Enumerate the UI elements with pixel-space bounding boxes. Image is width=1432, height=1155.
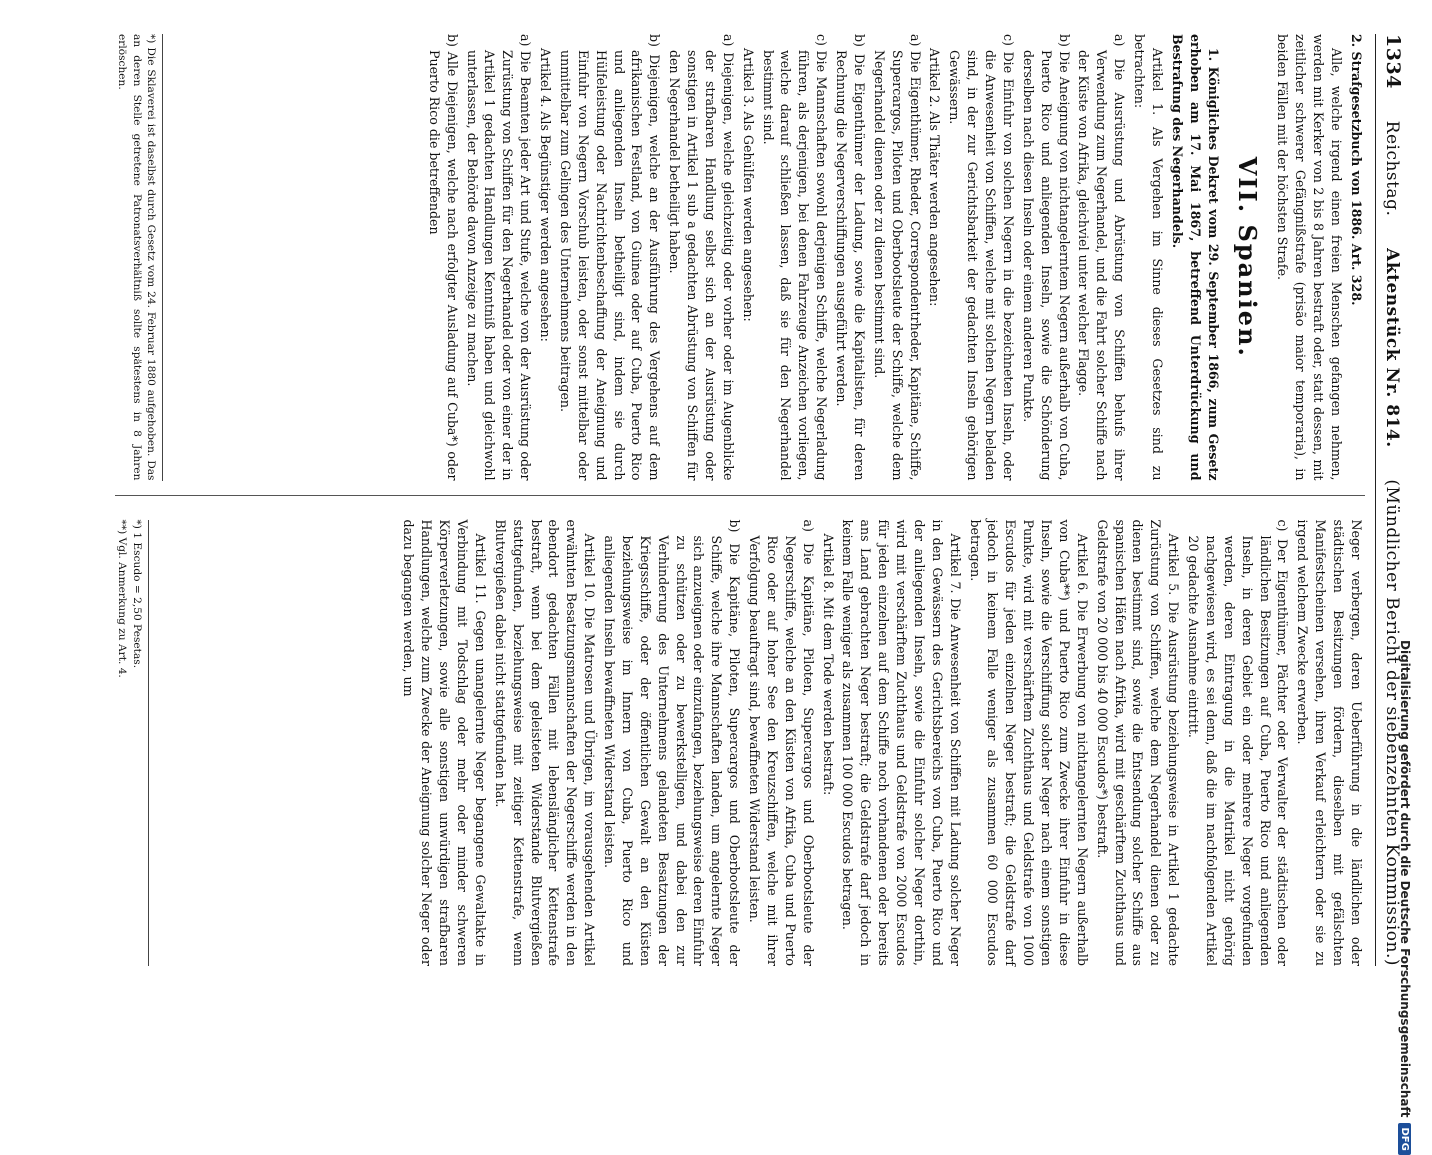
- footnote: *) 1 Escudo = 2,50 Pesetas.: [130, 519, 143, 669]
- dfg-logo: DFG: [1399, 1123, 1412, 1154]
- law-heading: 2. Strafgesetzbuch von 1886. Art. 328.: [1349, 34, 1364, 306]
- article-2-c: c) Die Mannschaften sowohl derjenigen Schiffe, welche Negerladung führen, als derjenigen, bei denen Fahrzeuge Anzeichen vorliegen, welche darauf schließen lassen, daß sie für den Negerhandel bestimmt sind.: [760, 34, 830, 481]
- section-title: VII. Spanien.: [1232, 156, 1262, 358]
- continued-c: c) Der Eigenthümer, Pächter oder Verwalter der städtischen oder ländlichen Besitzungen auf Cuba, Puerto Rico und anliegenden Inseln, in deren Gebiet ein oder mehrere Neger vorgefunden werden, deren Eintragung in die Matrikel nicht gehörig nachgewiesen wird, es sei denn, daß die im nachfolgenden Artikel 20 gedachte Ausnahme eintritt.: [1186, 519, 1291, 966]
- article-5: Artikel 5. Die Ausrüstung beziehungsweise in Artikel 1 gedachte Zurüstung von Schiffen, welche dem Negerhandel dienen oder zu dienen bestimmt sind, sowie die Entsendung solcher Schiffe aus spanischen Häfen nach Afrika, wird mit geschärftem Zuchthaus und Geldstrafe von 20 000 bis 40 000 Escudos*) bestraft.: [1094, 519, 1182, 966]
- article-4-b: b) Alle Diejenigen, welche nach erfolgter Ausladung auf Cuba*) oder Puerto Rico die betreffenden: [426, 34, 460, 481]
- footnote: **) Vgl. Anmerkung zu Art. 4.: [116, 519, 129, 678]
- law-text: Alle, welche irgend einen freien Menschen gefangen nehmen, werden mit Kerker von 2 bis 8 Jahren bestraft oder, statt dessen, mit zeitlicher schwerer Gefängnißstrafe (prisão maior temporaria), in beiden Fällen mit der höchsten Strafe.: [1275, 34, 1345, 481]
- document-page: [32, 20, 1412, 980]
- article-2-intro: Artikel 2. Als Thäter werden angesehen:: [927, 48, 943, 307]
- article-4-intro: Artikel 4. Als Begünstiger werden angesehen:: [538, 48, 554, 342]
- article-10: Artikel 10. Die Matrosen und Übrigen, im vorausgehenden Artikel erwähnten Besatzungsmannschaften der Negerschiffe werden in den ebendort gedachten Fällen mit lebenslänglicher Kettenstrafe bestraft, wenn bei dem geleisteten Widerstande Blutvergießen stattgefunden, beziehungsweise mit zeitiger Kettenstrafe, wenn Blutvergießen dabei nicht stattgefunden hat.: [492, 519, 598, 966]
- article-8-intro: Artikel 8. Mit dem Tode werden bestraft:: [820, 533, 836, 796]
- article-3-intro: Artikel 3. Als Gehülfen werden angesehen:: [740, 48, 756, 322]
- article-8-a: a) Die Kapitäne, Piloten, Supercargos und Oberbootsleute der Negerschiffe, welche an den Küsten von Afrika, Cuba und Puerto Rico oder auf hoher See den Kreuzschiffen, welche mit ihrer Verfolgung beauftragt sind, bewaffneten Widerstand leisten.: [747, 519, 816, 966]
- article-8-b: b) Die Kapitäne, Piloten, Supercargos und Oberbootsleute der Schiffe, welche ihre Mannschaften landen, um angelernte Neger sich anzueignen oder einzufangen, beziehungsweise deren Einfuhr zu schützen oder zu bewerkstelligen, und dabei den zur Verhinderung des Unternehmens gelandeten Besatzungen der Kriegsschiffe, oder der öffentlichen Gewalt an den Küsten beziehungsweise im Innern von Cuba, Puerto Rico und anliegenden Inseln bewaffneten Widerstand leisten.: [602, 519, 743, 966]
- continued-text: Neger verbergen, deren Ueberführung in die ländlichen oder städtischen Besitzungen fördern, dieselben mit gefälschten Manifestscheinen versehen, ihren Verkauf erleichtern oder sie zu irgend welchem Zwecke erwerben.: [1295, 519, 1364, 966]
- article-1-a: a) Die Ausrüstung und Abrüstung von Schiffen behufs ihrer Verwendung zum Negerhandel, und die Fahrt solcher Schiffe nach der Küste von Afrika, gleichviel unter welcher Flagge.: [1076, 34, 1128, 481]
- article-11: Artikel 11. Gegen unangelernte Neger begangene Gewaltakte in Verbindung mit Todschlag oder mehr oder minder schweren Körperverletzungen, sowie alle sonstigen unwürdigen strafbaren Handlungen, welche zum Zwecke der Aneignung solcher Neger oder dazu begangen werden, um: [401, 519, 488, 966]
- article-4-a: a) Die Beamten jeder Art und Stufe, welche von der Ausrüstung oder Zurüstung von Schiffen für den Negerhandel oder von einer der in Artikel 1 gedachten Handlungen Kenntniß haben und gleichwohl unterlassen, der Behörde davon Anzeige zu machen.: [464, 34, 534, 481]
- stamp-text: Digitalisierung gefördert durch die Deutsche Forschungsgemeinschaft: [1398, 640, 1412, 1118]
- article-1-b: b) Die Aneignung von nichtangelerntem Negern außerhalb von Cuba, Puerto Rico und anliegenden Inseln, sowie die Schönderung derselben nach diesen Inseln oder einem anderen Punkte.: [1020, 34, 1072, 481]
- document-number: Aktenstück Nr. 814.: [1382, 248, 1402, 448]
- article-2-b: b) Die Eigenthümer der Ladung, sowie die Kapitalisten, für deren Rechnung die Negerverschiffungen ausgeführt werden.: [834, 34, 867, 481]
- left-column: [115, 34, 1365, 496]
- decree-title: 1. Königliches Dekret vom 29. September 1866, zum Gesetz erhoben am 17. Mai 1867, betreffend Unterdrückung und Bestrafung des Negerhandels.: [1169, 34, 1221, 481]
- footnotes-right: [115, 520, 149, 967]
- article-1-intro: Artikel 1. Als Vergehen im Sinne dieses Gesetzes sind zu betrachten:: [1132, 34, 1165, 481]
- footnote: *) Die Sklaverei ist daselbst durch Gesetz vom 24. Februar 1880 aufgehoben. Das an deren Stelle getretene Patronatsverhältniß sollte spätestens in 8 Jahren erlöschen.: [116, 34, 157, 481]
- article-3-a: a) Diejenigen, welche gleichzeitig oder vorher oder im Augenblicke der strafbaren Handlung selbst sich an der Ausrüstung oder sonstigen in Artikel 1 sub a gedachten Abrüstung von Schiffen für den Negerhandel betheiligt haben.: [667, 34, 736, 481]
- publication-name: Reichstag.: [1382, 120, 1402, 217]
- footnotes-left: [115, 34, 163, 481]
- digitization-stamp: [1398, 640, 1412, 1155]
- report-title: (Mündlicher Bericht der siebenzehnten Kommission.): [1382, 479, 1402, 966]
- page-number: 1334: [1382, 34, 1404, 89]
- article-1-c: c) Die Einfuhr von solchen Negern in die bezeichneten Inseln, oder die Anwesenheit von Schiffen, welche mit solchen Negern beladen sind, in der zur Gerichtsbarkeit der gedachten Inseln gehörigen Gewässern.: [947, 34, 1016, 481]
- article-6: Artikel 6. Die Erwerbung von nichtangelernten Negern außerhalb von Cuba**) und Puerto Rico zum Zwecke ihrer Einfuhr in diese Inseln, sowie die Verschiffung solcher Neger nach einem sonstigen Punkte, wird mit verschärftem Zuchthaus und Geldstrafe von 1000 Escudos für jeden einzelnen Neger bestraft; die Geldstrafe darf jedoch in keinem Falle weniger als zusammen 60 000 Escudos betragen.: [967, 519, 1090, 966]
- article-3-b: b) Diejenigen, welche an der Ausführung des Vergehens auf dem afrikanischen Festland, von Guinea oder auf Cuba, Puerto Rico und anliegenden Inseln betheiligt sind, indem sie durch Hülfeleistung oder Nachrichtenbeschaffung der Aneignung und Einfuhr von Negern Vorschub leisten, oder sonst mittelbar oder unmittelbar zum Gelingen des Unternehmens beitragen.: [557, 34, 663, 481]
- right-column: [115, 520, 1365, 967]
- article-2-a: a) Die Eigenthümer, Rheder, Correspondentrheder, Kapitäne, Schiffe, Supercargos, Piloten und Oberbootsleute der Schiffe, welche dem Negerhandel dienen oder zu dienen bestimmt sind.: [871, 34, 923, 481]
- article-7: Artikel 7. Die Anwesenheit von Schiffen mit Ladung solcher Neger in den Gewässern des Gerichtsbereichs von Cuba, Puerto Rico und der anliegenden Inseln, sowie die Einfuhr solcher Neger dorthin, wird mit verschärftem Zuchthaus und Geldstrafe von 2000 Escudos für jeden einzelnen auf dem Schiffe noch vorhandenen oder bereits ans Land gebrachten Neger bestraft; die Geldstrafe darf jedoch in keinem Falle weniger als zusammen 100 000 Escudos betragen.: [840, 519, 963, 966]
